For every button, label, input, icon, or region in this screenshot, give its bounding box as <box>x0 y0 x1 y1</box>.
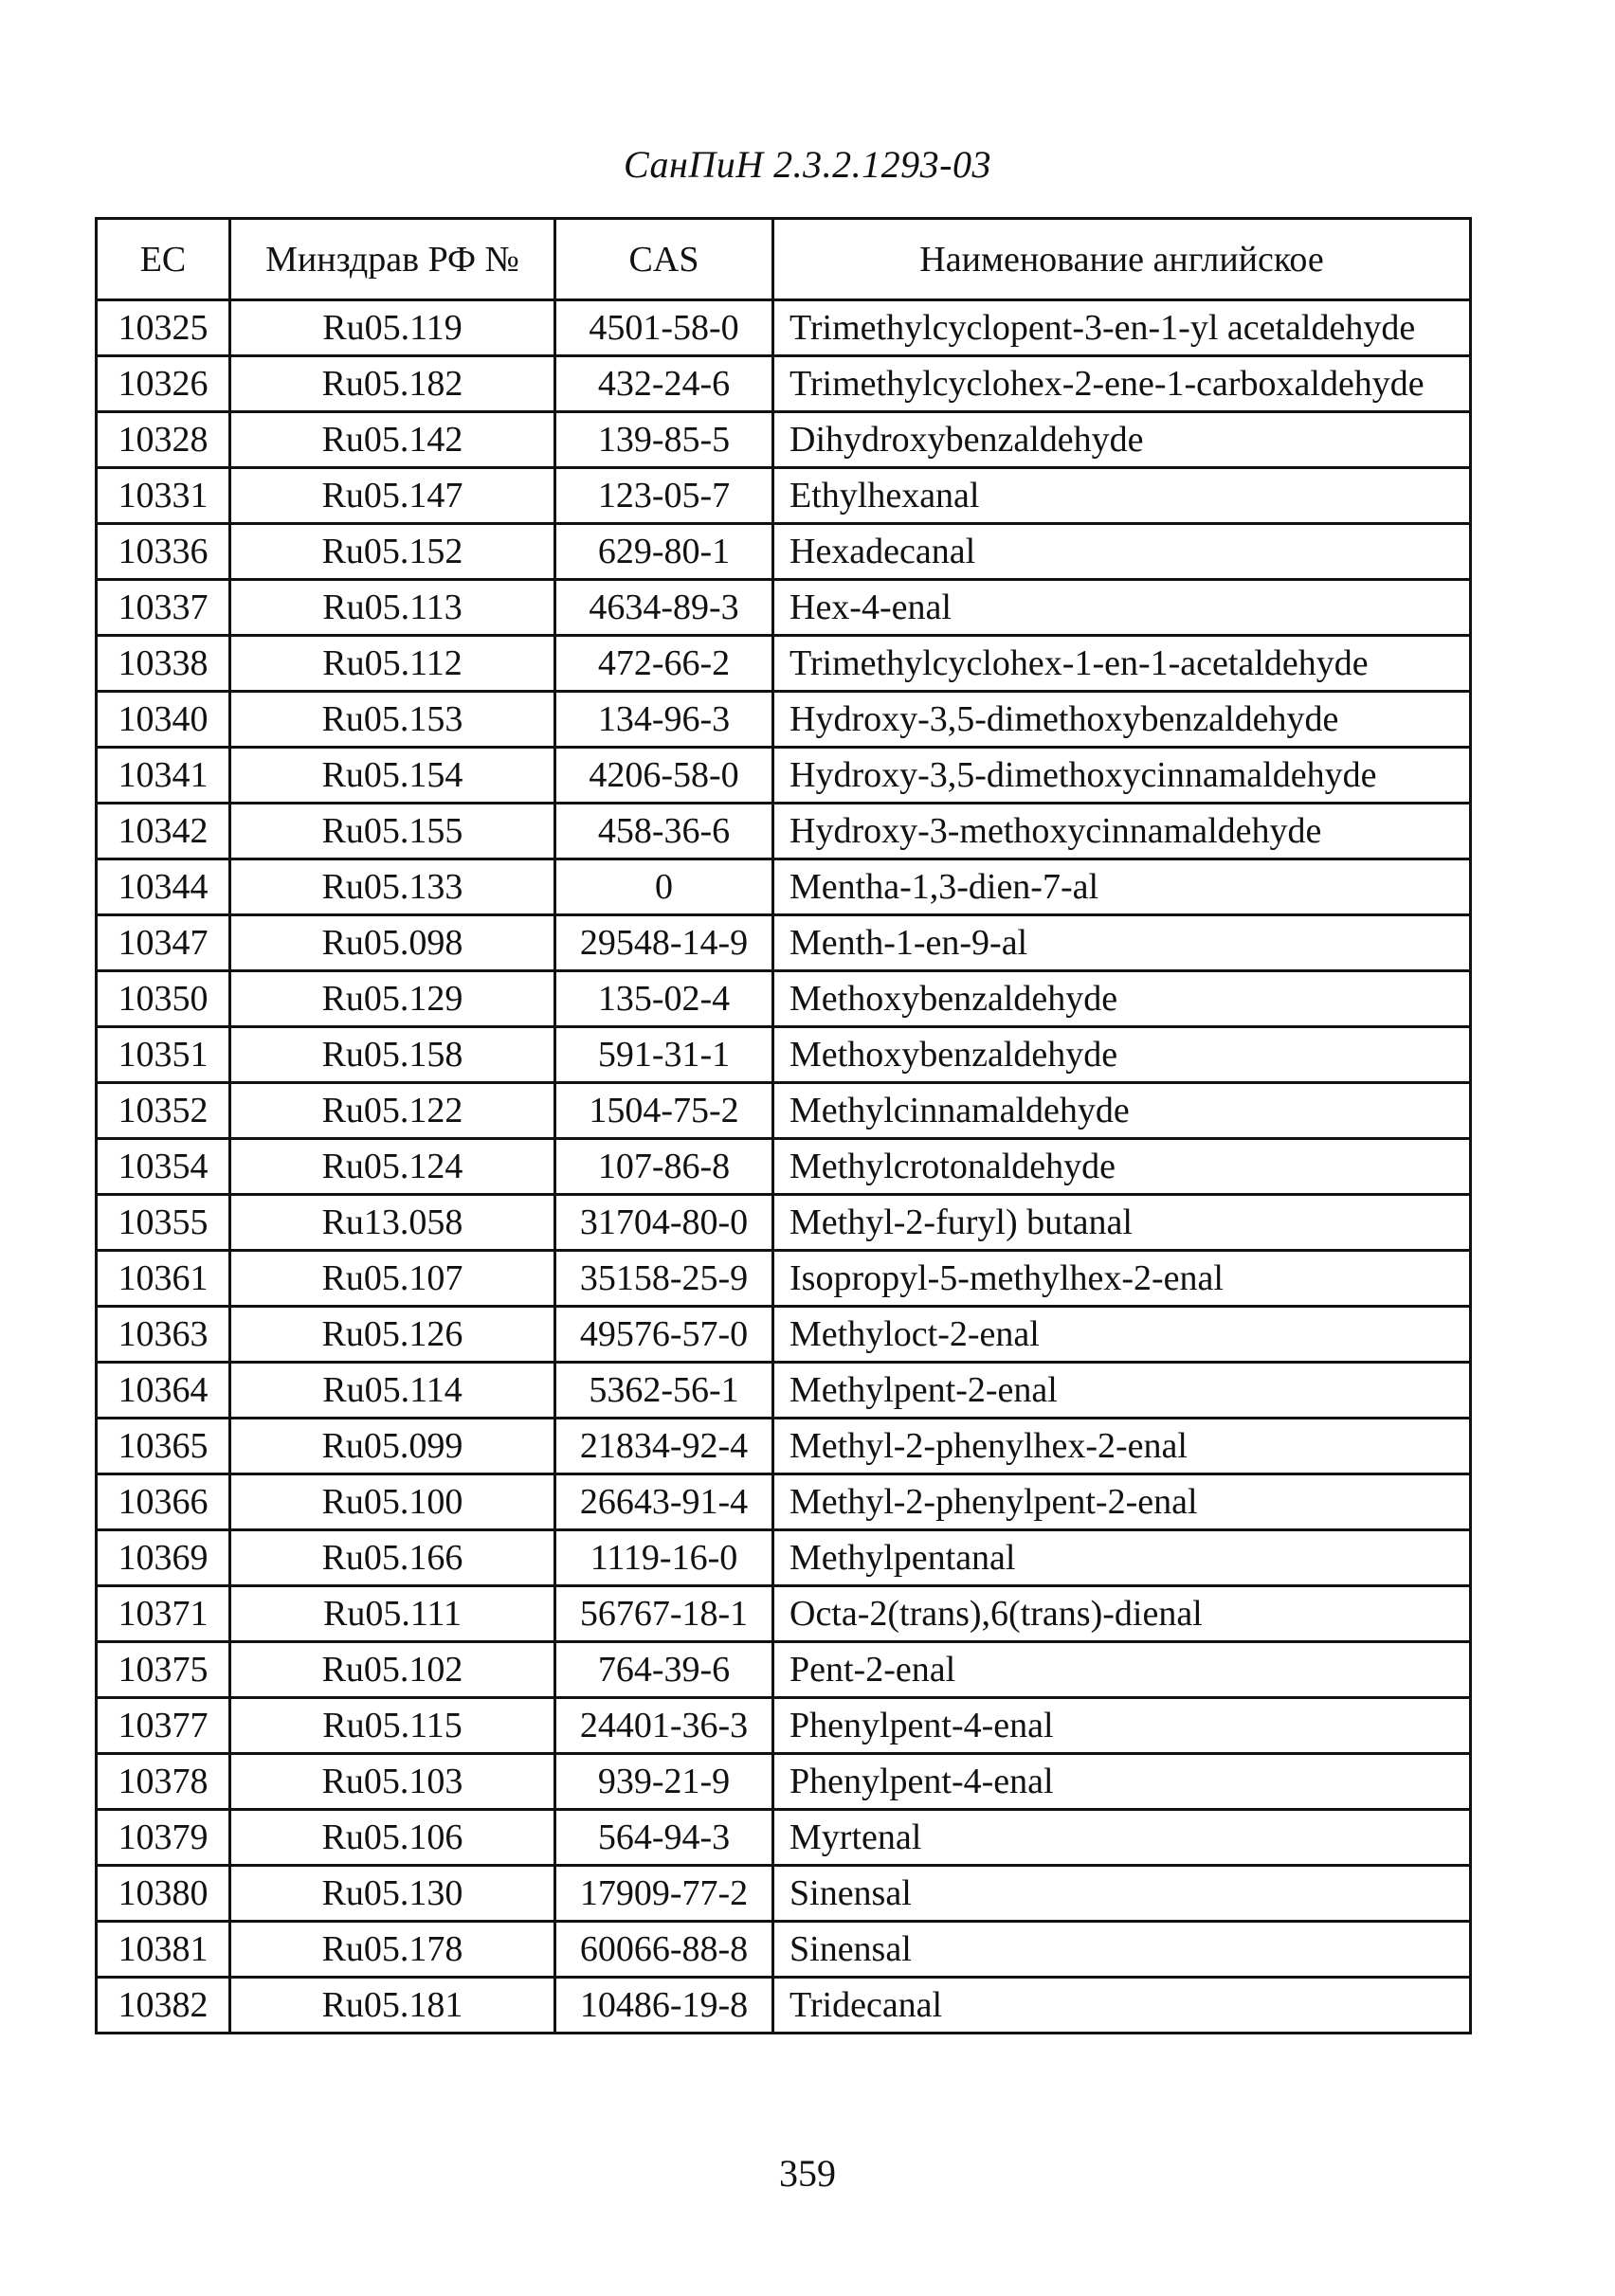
cell-minzdrav: Ru05.099 <box>230 1419 555 1474</box>
cell-english-name: Methyl-2-phenylpent-2-enal <box>773 1474 1471 1530</box>
cell-minzdrav: Ru05.166 <box>230 1530 555 1586</box>
cell-english-name: Methoxybenzaldehyde <box>773 1027 1471 1083</box>
cell-english-name: Methyl-2-phenylhex-2-enal <box>773 1419 1471 1474</box>
cell-ec: 10381 <box>97 1922 230 1978</box>
cell-cas: 134-96-3 <box>555 692 773 748</box>
table-row <box>97 1922 1471 1978</box>
column-header-cas: CAS <box>555 219 773 300</box>
cell-english-name: Methylcrotonaldehyde <box>773 1139 1471 1195</box>
cell-cas: 35158-25-9 <box>555 1251 773 1307</box>
cell-ec: 10364 <box>97 1363 230 1419</box>
cell-cas: 629-80-1 <box>555 524 773 580</box>
cell-ec: 10380 <box>97 1866 230 1922</box>
cell-minzdrav: Ru05.114 <box>230 1363 555 1419</box>
table-row <box>97 748 1471 804</box>
cell-cas: 17909-77-2 <box>555 1866 773 1922</box>
cell-english-name: Menth-1-en-9-al <box>773 915 1471 971</box>
cell-minzdrav: Ru05.142 <box>230 412 555 468</box>
cell-cas: 107-86-8 <box>555 1139 773 1195</box>
cell-english-name: Hex-4-enal <box>773 580 1471 636</box>
cell-english-name: Phenylpent-4-enal <box>773 1754 1471 1810</box>
cell-ec: 10338 <box>97 636 230 692</box>
cell-english-name: Hexadecanal <box>773 524 1471 580</box>
cell-minzdrav: Ru05.124 <box>230 1139 555 1195</box>
table-row <box>97 1083 1471 1139</box>
cell-minzdrav: Ru05.113 <box>230 580 555 636</box>
cell-cas: 60066-88-8 <box>555 1922 773 1978</box>
cell-english-name: Isopropyl-5-methylhex-2-enal <box>773 1251 1471 1307</box>
table-row <box>97 1307 1471 1363</box>
cell-cas: 764-39-6 <box>555 1642 773 1698</box>
cell-cas: 1119-16-0 <box>555 1530 773 1586</box>
table-row <box>97 636 1471 692</box>
table-row <box>97 1027 1471 1083</box>
cell-english-name: Trimethylcyclopent-3-en-1-yl acetaldehyde <box>773 300 1471 356</box>
cell-cas: 24401-36-3 <box>555 1698 773 1754</box>
cell-ec: 10354 <box>97 1139 230 1195</box>
cell-cas: 939-21-9 <box>555 1754 773 1810</box>
cell-ec: 10371 <box>97 1586 230 1642</box>
cell-english-name: Ethylhexanal <box>773 468 1471 524</box>
cell-ec: 10347 <box>97 915 230 971</box>
cell-minzdrav: Ru05.106 <box>230 1810 555 1866</box>
cell-ec: 10361 <box>97 1251 230 1307</box>
cell-minzdrav: Ru05.182 <box>230 356 555 412</box>
cell-ec: 10350 <box>97 971 230 1027</box>
cell-english-name: Methylpent-2-enal <box>773 1363 1471 1419</box>
table-row <box>97 300 1471 356</box>
table-row <box>97 804 1471 859</box>
cell-minzdrav: Ru05.122 <box>230 1083 555 1139</box>
cell-minzdrav: Ru05.152 <box>230 524 555 580</box>
column-header-ec: EC <box>97 219 230 300</box>
cell-english-name: Methylcinnamaldehyde <box>773 1083 1471 1139</box>
cell-minzdrav: Ru13.058 <box>230 1195 555 1251</box>
cell-english-name: Sinensal <box>773 1866 1471 1922</box>
cell-minzdrav: Ru05.111 <box>230 1586 555 1642</box>
cell-cas: 432-24-6 <box>555 356 773 412</box>
cell-cas: 135-02-4 <box>555 971 773 1027</box>
cell-cas: 4634-89-3 <box>555 580 773 636</box>
cell-cas: 123-05-7 <box>555 468 773 524</box>
cell-cas: 31704-80-0 <box>555 1195 773 1251</box>
cell-english-name: Methoxybenzaldehyde <box>773 971 1471 1027</box>
cell-minzdrav: Ru05.133 <box>230 859 555 915</box>
table-row <box>97 412 1471 468</box>
cell-ec: 10378 <box>97 1754 230 1810</box>
table-row <box>97 524 1471 580</box>
table-row <box>97 1530 1471 1586</box>
cell-english-name: Octa-2(trans),6(trans)-dienal <box>773 1586 1471 1642</box>
cell-minzdrav: Ru05.178 <box>230 1922 555 1978</box>
cell-ec: 10340 <box>97 692 230 748</box>
table-row <box>97 971 1471 1027</box>
cell-ec: 10355 <box>97 1195 230 1251</box>
table-header <box>97 219 1471 300</box>
cell-minzdrav: Ru05.112 <box>230 636 555 692</box>
table-row <box>97 1642 1471 1698</box>
cell-minzdrav: Ru05.154 <box>230 748 555 804</box>
table-row <box>97 1978 1471 2034</box>
cell-cas: 56767-18-1 <box>555 1586 773 1642</box>
table-row <box>97 1195 1471 1251</box>
cell-ec: 10344 <box>97 859 230 915</box>
cell-minzdrav: Ru05.130 <box>230 1866 555 1922</box>
cell-ec: 10366 <box>97 1474 230 1530</box>
cell-cas: 29548-14-9 <box>555 915 773 971</box>
cell-minzdrav: Ru05.098 <box>230 915 555 971</box>
table-row <box>97 692 1471 748</box>
cell-cas: 10486-19-8 <box>555 1978 773 2034</box>
cell-english-name: Tridecanal <box>773 1978 1471 2034</box>
cell-ec: 10382 <box>97 1978 230 2034</box>
cell-english-name: Hydroxy-3,5-dimethoxycinnamaldehyde <box>773 748 1471 804</box>
table-header-row <box>97 219 1471 300</box>
cell-ec: 10375 <box>97 1642 230 1698</box>
cell-minzdrav: Ru05.119 <box>230 300 555 356</box>
table-row <box>97 1139 1471 1195</box>
table-row <box>97 1754 1471 1810</box>
table-row <box>97 915 1471 971</box>
table-row <box>97 356 1471 412</box>
cell-minzdrav: Ru05.102 <box>230 1642 555 1698</box>
cell-minzdrav: Ru05.107 <box>230 1251 555 1307</box>
table-row <box>97 1251 1471 1307</box>
table-row <box>97 859 1471 915</box>
cell-minzdrav: Ru05.158 <box>230 1027 555 1083</box>
cell-minzdrav: Ru05.147 <box>230 468 555 524</box>
cell-english-name: Dihydroxybenzaldehyde <box>773 412 1471 468</box>
page-number: 359 <box>779 2152 836 2195</box>
cell-cas: 458-36-6 <box>555 804 773 859</box>
cell-minzdrav: Ru05.129 <box>230 971 555 1027</box>
table-row <box>97 1810 1471 1866</box>
cell-english-name: Hydroxy-3,5-dimethoxybenzaldehyde <box>773 692 1471 748</box>
table-row <box>97 1698 1471 1754</box>
cell-english-name: Sinensal <box>773 1922 1471 1978</box>
cell-minzdrav: Ru05.126 <box>230 1307 555 1363</box>
table-row <box>97 468 1471 524</box>
cell-cas: 564-94-3 <box>555 1810 773 1866</box>
cell-cas: 4501-58-0 <box>555 300 773 356</box>
cell-ec: 10352 <box>97 1083 230 1139</box>
cell-ec: 10337 <box>97 580 230 636</box>
column-header-english-name: Наименование английское <box>773 219 1471 300</box>
cell-ec: 10331 <box>97 468 230 524</box>
cell-minzdrav: Ru05.103 <box>230 1754 555 1810</box>
cell-cas: 26643-91-4 <box>555 1474 773 1530</box>
table-row <box>97 1474 1471 1530</box>
cell-ec: 10326 <box>97 356 230 412</box>
cell-cas: 139-85-5 <box>555 412 773 468</box>
cell-english-name: Trimethylcyclohex-1-en-1-acetaldehyde <box>773 636 1471 692</box>
cell-ec: 10369 <box>97 1530 230 1586</box>
cell-ec: 10379 <box>97 1810 230 1866</box>
cell-ec: 10341 <box>97 748 230 804</box>
cell-minzdrav: Ru05.181 <box>230 1978 555 2034</box>
cell-cas: 472-66-2 <box>555 636 773 692</box>
cell-cas: 5362-56-1 <box>555 1363 773 1419</box>
table-row <box>97 1363 1471 1419</box>
cell-english-name: Trimethylcyclohex-2-ene-1-carboxaldehyde <box>773 356 1471 412</box>
cell-cas: 0 <box>555 859 773 915</box>
running-header-title: СанПиН 2.3.2.1293-03 <box>624 143 991 186</box>
cell-ec: 10365 <box>97 1419 230 1474</box>
table-body <box>97 300 1471 2034</box>
cell-minzdrav: Ru05.115 <box>230 1698 555 1754</box>
table-row <box>97 1866 1471 1922</box>
cell-cas: 4206-58-0 <box>555 748 773 804</box>
table-row <box>97 580 1471 636</box>
cell-ec: 10342 <box>97 804 230 859</box>
cell-english-name: Mentha-1,3-dien-7-al <box>773 859 1471 915</box>
table-row <box>97 1586 1471 1642</box>
cell-english-name: Methyl-2-furyl) butanal <box>773 1195 1471 1251</box>
cell-ec: 10363 <box>97 1307 230 1363</box>
cell-cas: 49576-57-0 <box>555 1307 773 1363</box>
cell-ec: 10325 <box>97 300 230 356</box>
cell-english-name: Myrtenal <box>773 1810 1471 1866</box>
cell-cas: 1504-75-2 <box>555 1083 773 1139</box>
cell-english-name: Methyloct-2-enal <box>773 1307 1471 1363</box>
cell-ec: 10351 <box>97 1027 230 1083</box>
cell-cas: 591-31-1 <box>555 1027 773 1083</box>
cell-minzdrav: Ru05.155 <box>230 804 555 859</box>
cell-ec: 10328 <box>97 412 230 468</box>
cell-english-name: Pent-2-enal <box>773 1642 1471 1698</box>
cell-english-name: Methylpentanal <box>773 1530 1471 1586</box>
substances-table <box>95 217 1472 2034</box>
column-header-minzdrav: Минздрав РФ № <box>230 219 555 300</box>
table-row <box>97 1419 1471 1474</box>
cell-minzdrav: Ru05.100 <box>230 1474 555 1530</box>
cell-english-name: Phenylpent-4-enal <box>773 1698 1471 1754</box>
cell-minzdrav: Ru05.153 <box>230 692 555 748</box>
cell-ec: 10336 <box>97 524 230 580</box>
cell-ec: 10377 <box>97 1698 230 1754</box>
cell-english-name: Hydroxy-3-methoxycinnamaldehyde <box>773 804 1471 859</box>
cell-cas: 21834-92-4 <box>555 1419 773 1474</box>
